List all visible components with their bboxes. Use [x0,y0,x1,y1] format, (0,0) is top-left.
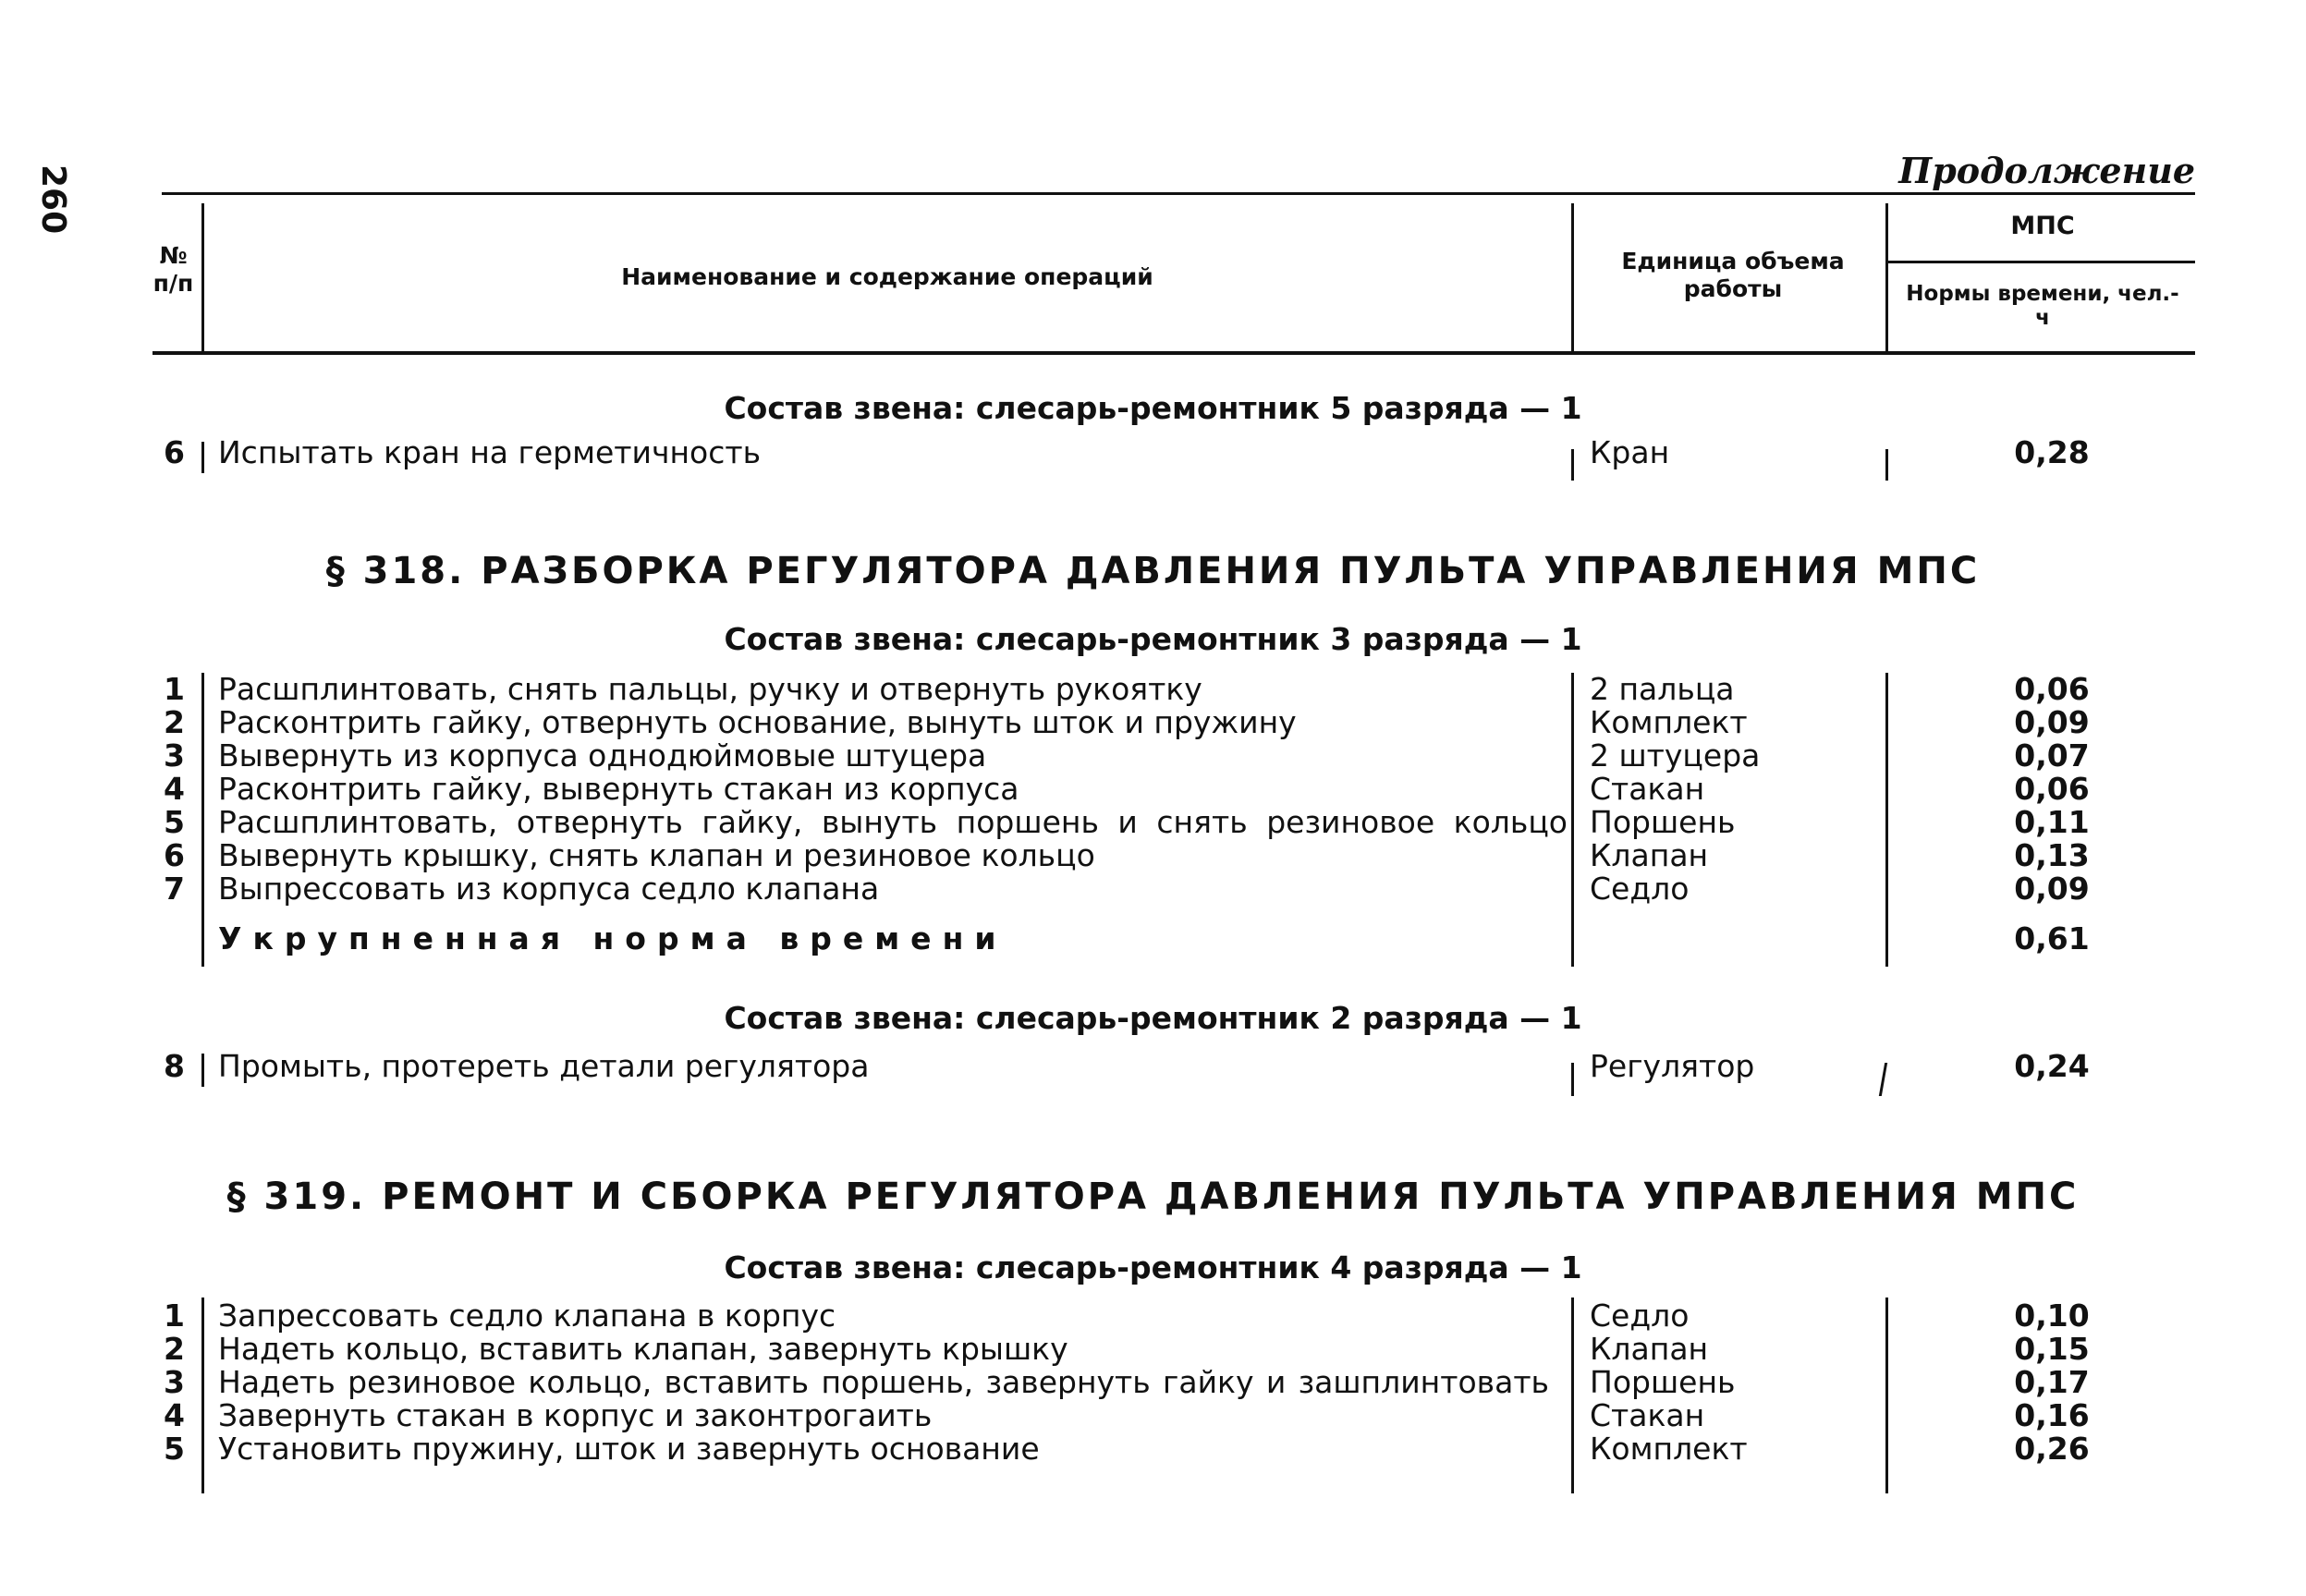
row-divider [1571,1063,1574,1096]
table-row [0,839,2306,872]
row-operation: Испытать кран на герметичность [218,434,762,470]
row-num: 1 [164,671,185,707]
row-unit: Регулятор [1590,1048,1755,1084]
row-operation: Надеть резиновое кольцо, вставить поршень, завернуть гайку и зашплинтовать [218,1364,1549,1400]
row-num: 5 [164,804,185,840]
table-row [0,872,2306,906]
row-num: 1 [164,1298,185,1334]
table-row [0,706,2306,739]
total-row [0,922,2306,956]
row-unit: Клапан [1590,837,1709,873]
row-num: 3 [164,737,185,774]
row-num: 2 [164,1331,185,1367]
row-norm: 0,09 [2014,704,2090,740]
row-operation: Запрессовать седло клапана в корпус [218,1298,836,1334]
row-unit: 2 пальца [1590,671,1735,707]
row-unit: Поршень [1590,1364,1736,1400]
header-divider-3 [1885,203,1888,351]
brigade-label: Состав звена: слесарь-ремонтник 5 разряда — 1 [724,390,1582,426]
brigade-label: Состав звена: слесарь-ремонтник 4 разряда — 1 [724,1249,1582,1285]
row-num: 4 [164,771,185,807]
row-num: 6 [164,837,185,873]
header-group-rule [1885,261,2195,263]
row-operation: Расконтрить гайку, вывернуть стакан из корпуса [218,771,1019,807]
row-unit: Поршень [1590,804,1736,840]
row-norm: 0,07 [2014,737,2090,774]
header-norm: Нормы времени, чел.-ч [1906,282,2179,330]
row-norm: 0,09 [2014,871,2090,907]
row-unit: Седло [1590,1298,1690,1334]
brigade-label: Состав звена: слесарь-ремонтник 3 разряда — 1 [724,621,1582,657]
header-divider-2 [1571,203,1574,351]
table-row [0,1432,2306,1466]
row-num: 7 [164,871,185,907]
row-unit: Стакан [1590,1397,1705,1433]
table-row [0,673,2306,706]
header-top-rule [162,192,2195,195]
row-num: 8 [164,1048,185,1084]
row-norm: 0,10 [2014,1298,2090,1334]
row-operation: Вывернуть из корпуса однодюймовые штуцера [218,737,987,774]
row-norm: 0,17 [2014,1364,2090,1400]
table-row [0,1333,2306,1366]
header-num: № п/п [153,242,194,297]
row-divider [201,442,204,473]
header-operation: Наименование и содержание операций [621,263,1153,290]
table-row [0,773,2306,806]
row-unit: Комплект [1590,704,1748,740]
row-norm: 0,28 [2014,434,2090,470]
total-norm: 0,61 [2014,920,2090,956]
row-divider [1885,449,1888,481]
row-operation: Вывернуть крышку, снять клапан и резиновое кольцо [218,837,1095,873]
header-unit: Единица объема работы [1621,248,1845,302]
row-operation: Расконтрить гайку, отвернуть основание, вынуть шток и пружину [218,704,1297,740]
row-unit: Кран [1590,434,1670,470]
row-num: 4 [164,1397,185,1433]
section-319-title: § 319. РЕМОНТ И СБОРКА РЕГУЛЯТОРА ДАВЛЕНИЯ ПУЛЬТА УПРАВЛЕНИЯ МПС [226,1176,2080,1218]
row-divider [1571,449,1574,481]
table-row [0,1050,2306,1083]
table-row [0,1399,2306,1432]
row-norm: 0,16 [2014,1397,2090,1433]
row-norm: 0,26 [2014,1431,2090,1467]
row-operation: Расшплинтовать, отвернуть гайку, вынуть поршень и снять резиновое кольцо [218,804,1568,840]
row-unit: Стакан [1590,771,1705,807]
row-num: 6 [164,434,185,470]
row-unit: 2 штуцера [1590,737,1761,774]
row-operation: Промыть, протереть детали регулятора [218,1048,870,1084]
row-num: 2 [164,704,185,740]
row-operation: Надеть кольцо, вставить клапан, завернуть крышку [218,1331,1068,1367]
row-operation: Расшплинтовать, снять пальцы, ручку и отвернуть рукоятку [218,671,1202,707]
table-row [0,1366,2306,1399]
row-operation: Установить пружину, шток и завернуть основание [218,1431,1040,1467]
row-num: 3 [164,1364,185,1400]
row-norm: 0,11 [2014,804,2090,840]
table-row [0,436,2306,469]
row-norm: 0,24 [2014,1048,2090,1084]
row-unit: Клапан [1590,1331,1709,1367]
table-row [0,806,2306,839]
row-norm: 0,13 [2014,837,2090,873]
brigade-label: Состав звена: слесарь-ремонтник 2 разряда — 1 [724,1000,1582,1036]
table-row [0,1299,2306,1333]
row-operation: Завернуть стакан в корпус и законтрогаить [218,1397,933,1433]
row-divider [201,1054,204,1087]
total-label: Укрупненная норма времени [218,920,1007,956]
row-operation: Выпрессовать из корпуса седло клапана [218,871,880,907]
header-bottom-rule [153,351,2195,355]
row-norm: 0,06 [2014,771,2090,807]
row-norm: 0,15 [2014,1331,2090,1367]
table-row [0,739,2306,773]
row-unit: Седло [1590,871,1690,907]
row-unit: Комплект [1590,1431,1748,1467]
row-num: 5 [164,1431,185,1467]
page-number: 260 [34,164,72,235]
header-group: МПС [2010,212,2075,240]
continuation-label: Продолжение [1898,150,2195,191]
section-318-title: § 318. РАЗБОРКА РЕГУЛЯТОРА ДАВЛЕНИЯ ПУЛЬТА УПРАВЛЕНИЯ МПС [325,550,1981,592]
row-norm: 0,06 [2014,671,2090,707]
header-divider-1 [201,203,204,351]
